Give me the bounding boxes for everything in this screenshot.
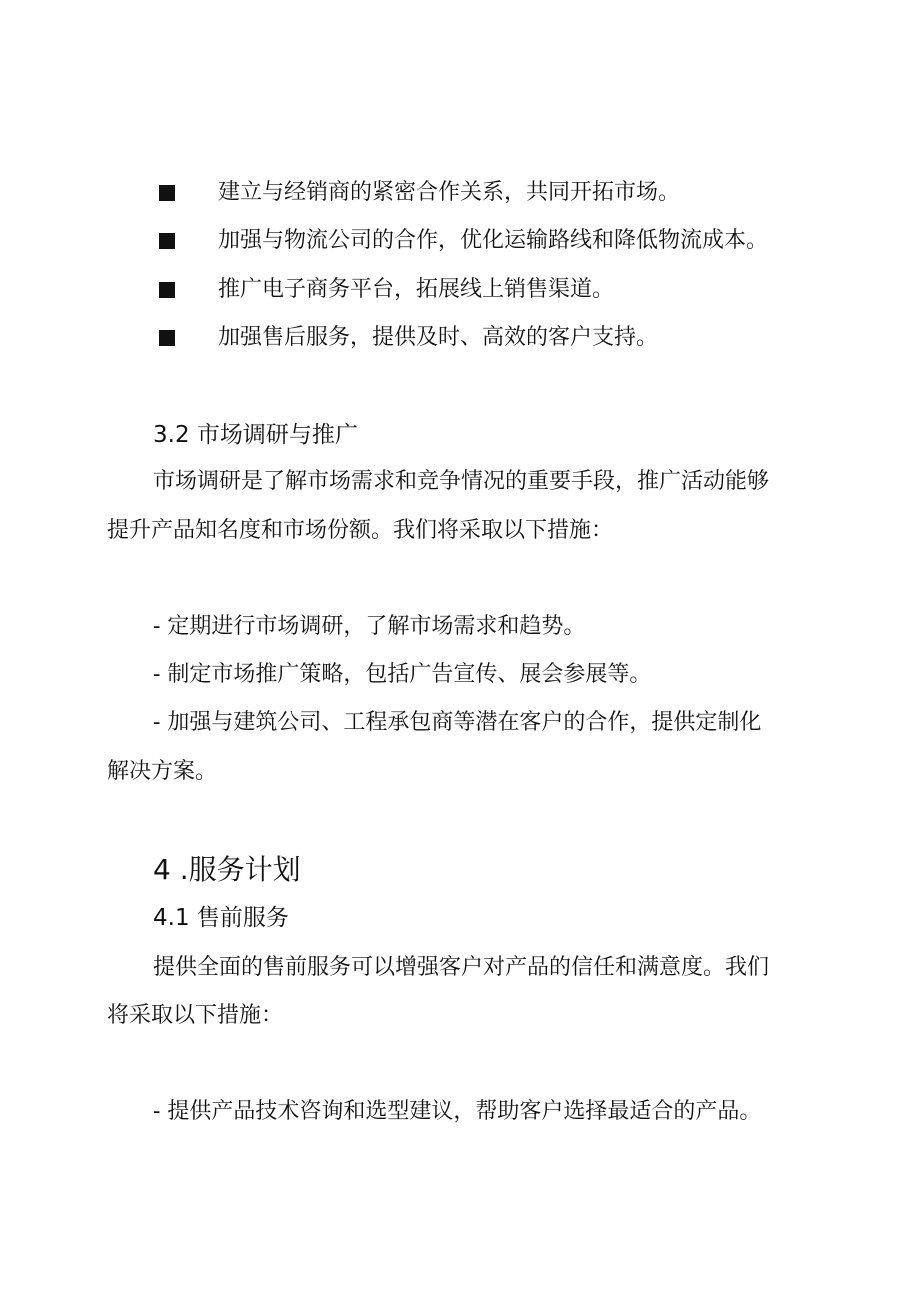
section-4-heading: 4 .服务计划 [153,853,301,886]
bullet-text: 加强售后服务，提供及时、高效的客户支持。 [218,325,659,350]
list-item: - 制定市场推广策略，包括广告宣传、展会参展等。 [153,662,652,687]
bullet-text: 加强与物流公司的合作，优化运输路线和降低物流成本。 [218,228,769,253]
paragraph-line: 提供全面的售前服务可以增强客户对产品的信任和满意度。我们 [153,955,770,980]
section-3-2-heading: 3.2 市场调研与推广 [153,422,358,448]
list-item: - 提供产品技术咨询和选型建议，帮助客户选择最适合的产品。 [153,1099,762,1124]
list-item: - 定期进行市场调研，了解市场需求和趋势。 [153,614,586,639]
bullet-text: 建立与经销商的紧密合作关系，共同开拓市场。 [218,180,681,205]
paragraph-line: 提升产品知名度和市场份额。我们将采取以下措施： [107,518,614,543]
square-bullet-icon [159,185,175,201]
paragraph-line: 市场调研是了解市场需求和竞争情况的重要手段，推广活动能够 [153,469,770,494]
paragraph-line: 将采取以下措施： [107,1003,284,1028]
square-bullet-icon [159,282,175,298]
list-item: - 加强与建筑公司、工程承包商等潜在客户的合作，提供定制化 [153,710,762,735]
list-item-continuation: 解决方案。 [107,759,218,784]
bullet-text: 推广电子商务平台，拓展线上销售渠道。 [218,277,615,302]
square-bullet-icon [159,233,175,249]
square-bullet-icon [159,330,175,346]
section-4-1-heading: 4.1 售前服务 [153,905,289,931]
